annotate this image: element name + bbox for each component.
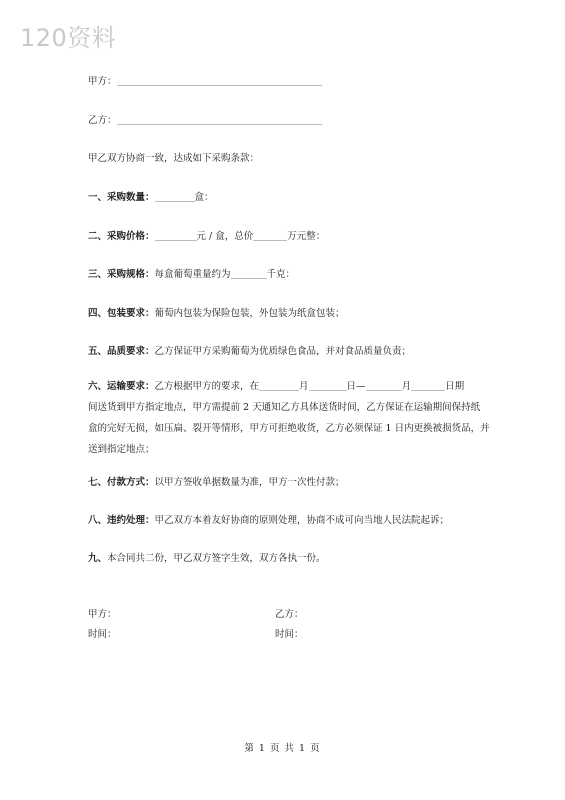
clause-1 bbox=[88, 189, 214, 203]
clause-4-text: 葡萄内包装为保险包装，外包装为纸盒包装； bbox=[154, 308, 345, 319]
clause-3-title: 三、采购规格： bbox=[88, 269, 155, 280]
party-b-line bbox=[88, 112, 322, 126]
unit-price-blank bbox=[155, 239, 197, 241]
clause-6-row-2: 间送货到甲方指定地点，甲方需提前 2 天通知乙方具体送货时间，乙方保证在运输期间保持纸 bbox=[88, 402, 481, 413]
clause-2-text-2: 万元整： bbox=[287, 231, 326, 242]
clause-6-row-4: 送到指定地点； bbox=[88, 444, 155, 455]
party-a-blank bbox=[117, 84, 322, 86]
clause-6-text-3: 日— bbox=[346, 381, 366, 392]
clause-8-text: 甲乙双方本着友好协商的原则处理，协商不成可向当地人民法院起诉； bbox=[154, 515, 450, 526]
clause-6-text-2: 月 bbox=[299, 381, 309, 392]
end-month-blank bbox=[366, 389, 402, 391]
clause-9-title: 九、 bbox=[88, 553, 108, 564]
clause-2-title: 二、采购价格： bbox=[88, 231, 155, 242]
clause-1-title: 一、采购数量： bbox=[88, 192, 155, 203]
party-a-label: 甲方： bbox=[88, 76, 117, 87]
clause-5 bbox=[88, 343, 411, 357]
end-day-blank bbox=[411, 389, 445, 391]
clause-6-title: 六、运输要求： bbox=[88, 381, 155, 392]
clause-1-text: 盒： bbox=[194, 192, 214, 203]
clause-5-title: 五、品质要求： bbox=[88, 346, 155, 357]
signature-party-a: 甲方： bbox=[88, 609, 117, 620]
start-day-blank bbox=[309, 389, 347, 391]
clause-7 bbox=[88, 474, 345, 488]
clause-4-title: 四、包装要求： bbox=[88, 308, 155, 319]
clause-3-text-2: 千克： bbox=[266, 269, 296, 280]
page-number: 第 1 页 共 1 页 bbox=[244, 743, 321, 754]
watermark-logo: 120资料 bbox=[20, 24, 117, 52]
quantity-blank bbox=[155, 200, 195, 202]
total-price-blank bbox=[253, 239, 287, 241]
signature-time-b: 时间： bbox=[275, 629, 304, 640]
clause-3-text-1: 每盒葡萄重量约为 bbox=[154, 269, 231, 280]
clause-2-text-1: 元 / 盒，总价 bbox=[196, 231, 254, 242]
clause-6 bbox=[88, 376, 490, 460]
weight-blank bbox=[231, 277, 267, 279]
clause-6-text-4: 月 bbox=[401, 381, 412, 392]
clause-9-text: 本合同共二份，甲乙双方签字生效，双方各执一份。 bbox=[107, 553, 326, 564]
party-b-label: 乙方： bbox=[88, 115, 117, 126]
clause-8-title: 八、违约处理： bbox=[88, 515, 155, 526]
clause-6-row-3: 盒的完好无损，如压扁、裂开等情形，甲方可拒绝收货，乙方必须保证 1 日内更换被损货品，并 bbox=[88, 423, 490, 434]
clause-7-text: 以甲方签收单据数量为准，甲方一次性付款； bbox=[154, 477, 345, 488]
start-month-blank bbox=[259, 389, 299, 391]
party-a-line bbox=[88, 73, 322, 87]
clause-6-text-1: 乙方根据甲方的要求，在 bbox=[154, 381, 260, 392]
intro-text: 甲乙双方协商一致，达成如下采购条款： bbox=[88, 153, 260, 164]
clause-7-title: 七、付款方式： bbox=[88, 477, 155, 488]
clause-3 bbox=[88, 266, 295, 280]
clause-6-row-1 bbox=[88, 376, 483, 397]
signature-time-a: 时间： bbox=[88, 629, 117, 640]
clause-8 bbox=[88, 512, 449, 526]
clause-9 bbox=[88, 550, 326, 564]
clause-4 bbox=[88, 305, 345, 319]
clause-2 bbox=[88, 228, 325, 242]
signature-party-b: 乙方： bbox=[275, 609, 304, 620]
clause-5-text: 乙方保证甲方采购葡萄为优质绿色食品，并对食品质量负责； bbox=[154, 346, 412, 357]
party-b-blank bbox=[117, 123, 322, 125]
clause-6-text-5: 日期 bbox=[445, 381, 465, 392]
